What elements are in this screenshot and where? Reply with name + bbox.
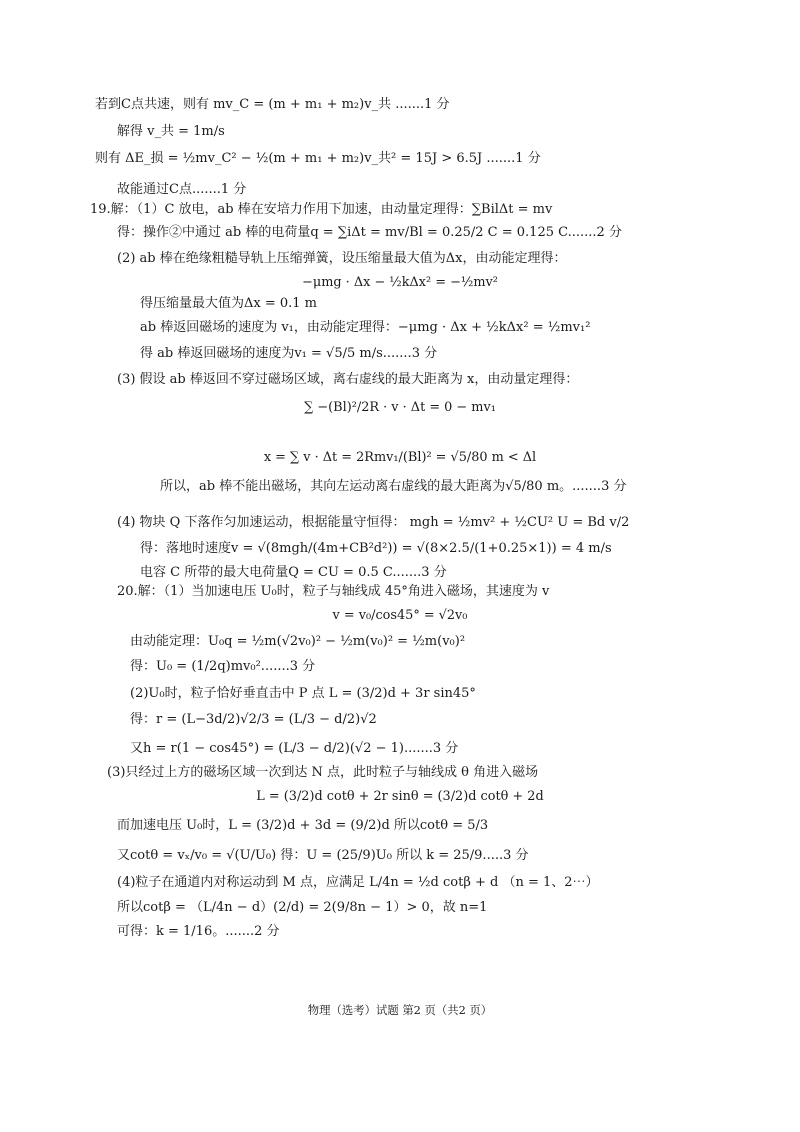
equation: −μmg · Δx − ½kΔx² = −½mv² xyxy=(302,275,498,290)
text-line: (3)只经过上方的磁场区域一次到达 N 点，此时粒子与轴线成 θ 角进入磁场 xyxy=(107,765,539,780)
text-line: 电容 C 所带的最大电荷量Q = CU = 0.5 C.......3 分 xyxy=(140,565,447,580)
text-line: (4) 物块 Q 下落作匀加速运动，根据能量守恒得： mgh = ½mv² + ½CU² U = Bd v/2 xyxy=(117,515,630,530)
equation: L = (3/2)d cotθ + 2r sinθ = (3/2)d cotθ + 2d xyxy=(256,789,544,804)
equation: x = ∑ v · Δt = 2Rmv₁/(Bl)² = √5/80 m < Δl xyxy=(263,450,537,465)
equation: v = v₀/cos45° = √2v₀ xyxy=(332,608,468,623)
text-line: 又h = r(1 − cos45°) = (L/3 − d/2)(√2 − 1).......3 分 xyxy=(130,741,459,756)
text-line: (4)粒子在通道内对称运动到 M 点，应满足 L/4n = ½d cotβ + d （n = 1、2⋯） xyxy=(117,875,599,890)
text-line: 又cotθ = vₓ/v₀ = √(U/U₀) 得：U = (25/9)U₀ 所以 k = 25/9.....3 分 xyxy=(117,848,529,863)
text-line: 解得 v_共 = 1m/s xyxy=(117,124,225,139)
text-line: 得 ab 棒返回磁场的速度为v₁ = √5/5 m/s.......3 分 xyxy=(140,346,438,361)
text-line: 若到C点共速，则有 mv_C = (m + m₁ + m₂)v_共 .......1 分 xyxy=(95,97,450,112)
text-line: 得：操作②中通过 ab 棒的电荷量q = ∑iΔt = mv/Bl = 0.25/2 C = 0.125 C.......2 分 xyxy=(117,225,622,240)
text-line: 所以，ab 棒不能出磁场，其向左运动离右虚线的最大距离为√5/80 m。.......3 分 xyxy=(160,479,627,494)
text-line: 得压缩量最大值为Δx = 0.1 m xyxy=(140,296,318,311)
text-line: 19.解：（1）C 放电，ab 棒在安培力作用下加速，由动量定理得：∑BilΔt = mv xyxy=(90,202,553,217)
text-line: (2) ab 棒在绝缘粗糙导轨上压缩弹簧，设压缩量最大值为Δx，由动能定理得： xyxy=(117,251,567,266)
text-line: 由动能定理：U₀q = ½m(√2v₀)² − ½m(v₀)² = ½m(v₀)² xyxy=(130,634,466,649)
text-line: 20.解：（1）当加速电压 U₀时，粒子与轴线成 45°角进入磁场，其速度为 v xyxy=(117,584,550,599)
equation: ∑ −(Bl)²/2R · v · Δt = 0 − mv₁ xyxy=(304,400,496,415)
text-line: 故能通过C点.......1 分 xyxy=(117,182,247,197)
text-line: (2)U₀时，粒子恰好垂直击中 P 点 L = (3/2)d + 3r sin45° xyxy=(130,686,476,701)
page-footer: 物理（选考）试题 第2 页（共2 页） xyxy=(307,1003,493,1017)
text-line: 得：r = (L−3d/2)√2/3 = (L/3 − d/2)√2 xyxy=(130,712,377,727)
text-line: 得：U₀ = (1/2q)mv₀².......3 分 xyxy=(130,659,316,674)
text-line: 则有 ΔE_损 = ½mv_C² − ½(m + m₁ + m₂)v_共² = 15J > 6.5J .......1 分 xyxy=(95,151,541,166)
text-line: 可得：k = 1/16。.......2 分 xyxy=(117,924,280,939)
text-line: 所以cotβ = （L/4n − d）(2/d) = 2(9/8n − 1）> 0，故 n=1 xyxy=(117,900,488,915)
text-line: 而加速电压 U₀时，L = (3/2)d + 3d = (9/2)d 所以cotθ = 5/3 xyxy=(117,818,489,833)
text-line: ab 棒返回磁场的速度为 v₁，由动能定理得：−μmg · Δx + ½kΔx² = ½mv₁² xyxy=(140,320,591,335)
text-line: (3) 假设 ab 棒返回不穿过磁场区域，离右虚线的最大距离为 x，由动量定理得： xyxy=(117,372,579,387)
text-line: 得：落地时速度v = √(8mgh/(4m+CB²d²)) = √(8×2.5/(1+0.25×1)) = 4 m/s xyxy=(140,541,612,556)
